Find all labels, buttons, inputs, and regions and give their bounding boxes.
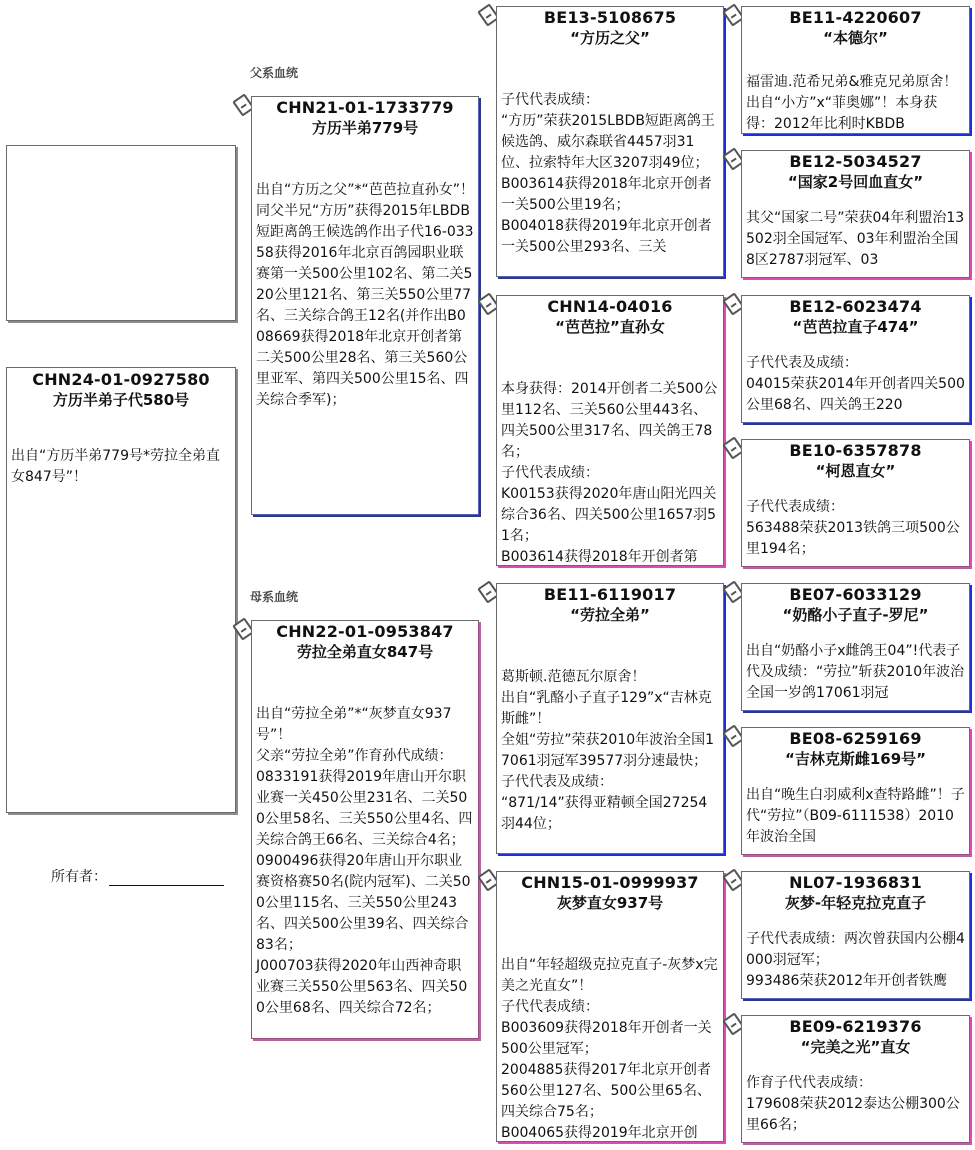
dds-card[interactable] (741, 871, 970, 999)
dds-description: 子代代表成绩：两次曾获国内公棚4000羽冠军； 993486荣获2012年开创者铁鹰 (746, 931, 965, 989)
subject-card[interactable] (6, 367, 236, 813)
ssd-ring-number: BE12-5034527 (789, 152, 922, 171)
sdd-description: 子代代表成绩： 563488荣获2013铁鸽三项500公里194名； (746, 499, 960, 557)
ddd-ring-number: BE09-6219376 (789, 1017, 922, 1036)
sss-description: 福雷迪.范希兄弟&雅克兄弟原舍！出自“小方”x“菲奥娜”！本身获得：2012年比利时KBDB (746, 74, 958, 132)
sd-description: 本身获得：2014开创者二关500公里112名、三关560公里443名、四关500公里317名、四关鸽王78名； 子代代表成绩： K00153获得2020年唐山阳光四关综合36名、四关500公里1657羽51名； B003614获得2018年开创者第 (501, 381, 718, 565)
dss-card[interactable] (741, 583, 970, 711)
ddd-name: “完美之光”直女 (800, 1038, 911, 1056)
sdd-name: “柯恩直女” (815, 462, 896, 480)
ddd-description: 作育子代代表成绩： 179608荣获2012泰达公棚300公里66名； (746, 1075, 960, 1133)
dam-card[interactable] (251, 620, 479, 1039)
dsd-ring-number: BE08-6259169 (789, 729, 922, 748)
sds-name: “芭芭拉直子474” (792, 318, 919, 336)
sss-card[interactable] (741, 6, 970, 134)
dds-name: 灰梦-年轻克拉克直子 (784, 894, 927, 912)
owner-field[interactable] (51, 866, 224, 886)
sd-ring-number: CHN14-04016 (547, 297, 673, 316)
sire-description: 出自“方历之父”*“芭芭拉直孙女”！ 同父半兄“方历”获得2015年LBDB短距离鸽王候选鸽作出子代16-03358获得2016年北京百鸽园职业联赛第一关500公里102名、第二关520公里121名、第三关550公里77名、三关综合鸽王12名(并作出B008669获得2018年北京开创者第二关500公里28名、第三关560公里亚军、第四关500公里15名、四关综合季军)； (256, 182, 475, 408)
dam-sire-card[interactable] (496, 583, 724, 854)
sire-dam-card[interactable] (496, 295, 724, 566)
photo-placeholder (6, 145, 236, 321)
subject-description: 出自“方历半弟779号*劳拉全弟直女847号”！ (11, 448, 220, 485)
sdd-card[interactable] (741, 439, 970, 567)
dsd-name: “吉林克斯雌169号” (784, 750, 927, 768)
sdd-ring-number: BE10-6357878 (789, 441, 922, 460)
ssd-card[interactable] (741, 150, 970, 278)
ds-description: 葛斯顿.范德瓦尔原舍！ 出自“乳酪小子直子129”x“吉林克斯雌”！ 全姐“劳拉”荣获2010年波治全国17061羽冠军39577羽分速最快； 子代代表及成绩： “871/14”获得亚精顿全国27254羽44位； (501, 669, 715, 832)
dss-description: 出自“奶酪小子x雌鸽王04”!代表子代及成绩：“劳拉”斩获2010年波治全国一岁鸽17061羽冠 (746, 643, 965, 701)
dsd-description: 出自“晚生白羽威利x查特路雌”！子代“劳拉”（B09-6111538）2010年波治全国 (746, 787, 965, 845)
sds-card[interactable] (741, 295, 970, 423)
paternal-label: 父系血统 (250, 66, 299, 80)
ss-ring-number: BE13-5108675 (543, 8, 677, 27)
maternal-label: 母系血统 (250, 590, 299, 604)
dd-description: 出自“年轻超级克拉克直子-灰梦x完美之光直女”！ 子代代表成绩： B003609获得2018年开创者一关500公里冠军； 2004885获得2017年北京开创者560公里127名、500公里65名、四关综合75名； B004065获得2019年北京开创 (501, 957, 718, 1141)
sd-name: “芭芭拉”直孙女 (555, 318, 665, 336)
sss-ring-number: BE11-4220607 (789, 8, 922, 27)
sire-ring-number: CHN21-01-1733779 (276, 98, 454, 117)
sire-sire-card[interactable] (496, 6, 724, 277)
ss-description: 子代代表成绩： “方历”荣获2015LBDB短距离鸽王候选鸽、威尔森联省4457羽31位、拉索特年大区3207羽49位； B003614获得2018年北京开创者一关500公里19名； B004018获得2019年北京开创者一关500公里293名、三关 (501, 92, 715, 255)
sire-name: 方历半弟779号 (311, 119, 419, 137)
dam-ring-number: CHN22-01-0953847 (276, 622, 454, 641)
ss-name: “方历之父” (570, 29, 650, 47)
ds-ring-number: BE11-6119017 (543, 585, 677, 604)
owner-blank-line[interactable] (109, 870, 224, 886)
dam-dam-card[interactable] (496, 871, 724, 1142)
subject-name: 方历半弟子代580号 (52, 391, 190, 409)
ssd-name: “国家2号回血直女” (787, 173, 924, 191)
ssd-description: 其父“国家二号”荣获04年利盟治13502羽全国冠军、03年利盟治全国8区2787羽冠军、03 (746, 210, 965, 268)
sds-description: 子代代表及成绩： 04015荣获2014年开创者四关500公里68名、四关鸽王220 (746, 355, 965, 413)
sire-card[interactable] (251, 96, 479, 515)
dsd-card[interactable] (741, 727, 970, 855)
dd-ring-number: CHN15-01-0999937 (521, 873, 699, 892)
sss-name: “本德尔” (823, 29, 888, 47)
dam-description: 出自“劳拉全弟”*“灰梦直女937号”！ 父亲“劳拉全弟”作育孙代成绩： 0833191获得2019年唐山开尔职业赛一关450公里231名、二关500公里58名、三关550公里4名、四关综合鸽王66名、三关综合4名； 0900496获得20年唐山开尔职业赛资格赛50名(院内冠军)、二关500公里115名、三关550公里243名、四关500公里39名、四关综合83名； J000703获得2020年山西神奇职业赛三关550公里563名、四关500公里68名、四关综合72名； (256, 706, 473, 1016)
ds-name: “劳拉全弟” (570, 606, 650, 624)
dss-ring-number: BE07-6033129 (789, 585, 922, 604)
dd-name: 灰梦直女937号 (556, 894, 664, 912)
sds-ring-number: BE12-6023474 (789, 297, 922, 316)
dss-name: “奶酪小子直子-罗尼” (782, 606, 929, 624)
owner-label: 所有者： (51, 869, 107, 885)
ddd-card[interactable] (741, 1015, 970, 1143)
subject-ring-number: CHN24-01-0927580 (32, 370, 210, 389)
dam-name: 劳拉全弟直女847号 (296, 643, 434, 661)
dds-ring-number: NL07-1936831 (789, 873, 922, 892)
